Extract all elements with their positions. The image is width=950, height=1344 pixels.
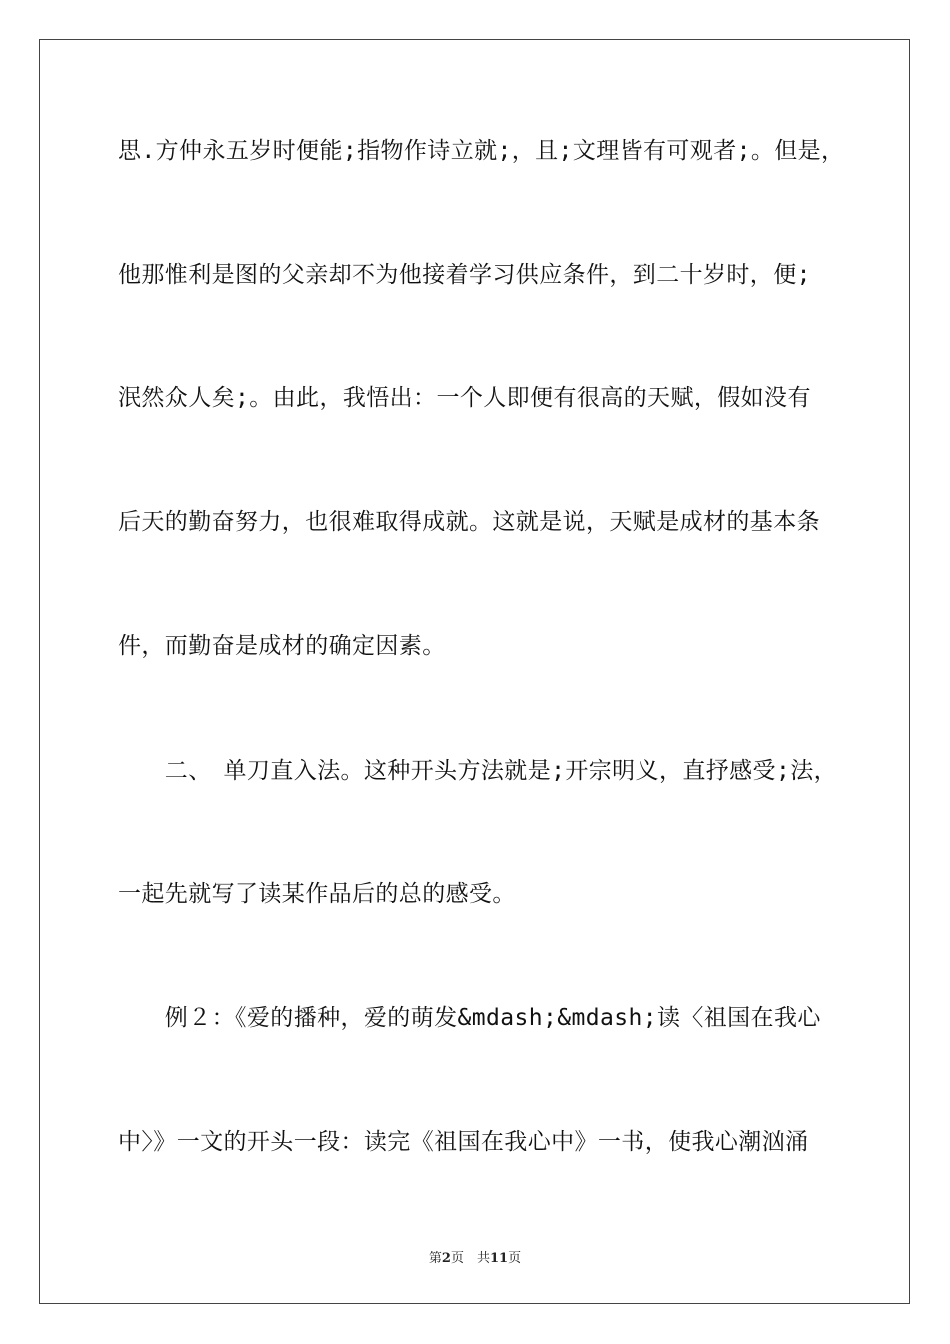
page-frame — [39, 39, 910, 1304]
body-text-line: 后天的勤奋努力，也很难取得成就。这就是说，天赋是成材的基本条 — [118, 509, 820, 535]
body-text-line: 泯然众人矣;。由此，我悟出：一个人即便有很高的天赋，假如没有 — [118, 385, 811, 411]
body-text-line: 二、 单刀直入法。这种开头方法就是;开宗明义，直抒感受;法， — [118, 758, 837, 784]
footer-page-total: 11 — [489, 1251, 509, 1266]
body-text-line: 例２：《爱的播种，爱的萌发&mdash;&mdash;读〈祖国在我心 — [118, 1005, 821, 1031]
footer-page-current: 2 — [441, 1251, 451, 1266]
body-text-line: 思.方仲永五岁时便能;指物作诗立就;，且;文理皆有可观者;。但是， — [118, 138, 845, 164]
page-footer — [0, 1247, 950, 1266]
body-text-line: 他那惟利是图的父亲却不为他接着学习供应条件，到二十岁时，便; — [118, 262, 811, 288]
footer-page-mid: 页 共 — [450, 1251, 490, 1266]
body-text-line: 中〉》一文的开头一段：读完《祖国在我心中》一书，使我心潮汹涌 — [118, 1129, 809, 1155]
body-text-line: 一起先就写了读某作品后的总的感受。 — [118, 881, 516, 907]
footer-page-suffix: 页 — [508, 1251, 522, 1266]
body-text-line: 件，而勤奋是成材的确定因素。 — [118, 633, 446, 659]
footer-page-prefix: 第 — [428, 1251, 442, 1266]
